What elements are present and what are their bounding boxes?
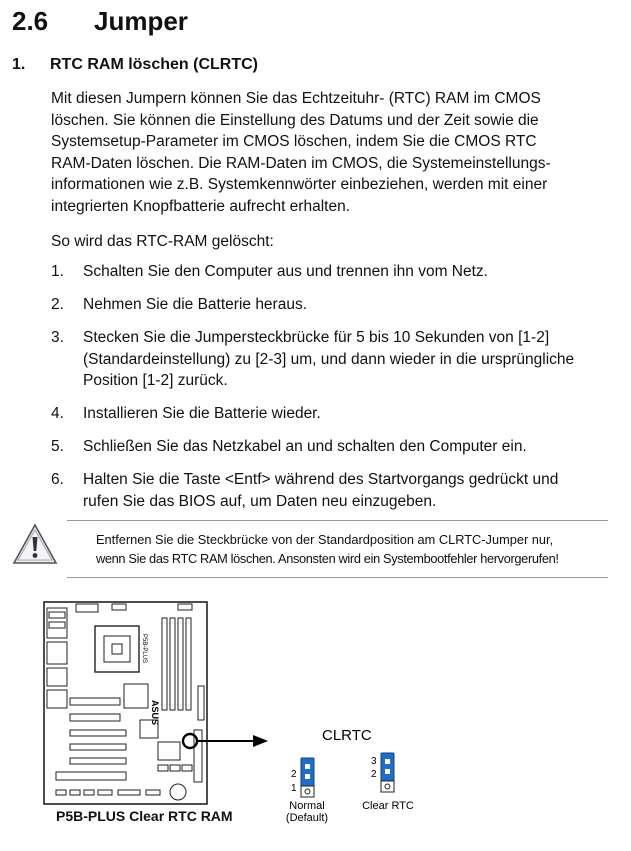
description-line: informationen wie z.B. Systemkennwörter einbeziehen, werden mit einer	[51, 176, 548, 193]
pin-label: 1	[291, 783, 297, 794]
jumper-normal	[286, 758, 328, 824]
note-line: Entfernen Sie die Steckbrücke von der Standardposition am CLRTC-Jumper nur,	[96, 532, 554, 547]
step-text: Nehmen Sie die Batterie heraus.	[83, 296, 308, 313]
step-text: (Standardeinstellung) zu [2-3] um, und dann wieder in die ursprüngliche	[83, 350, 575, 368]
description-line: Systemsetup-Parameter im CMOS löschen, indem Sie die CMOS RTC	[51, 133, 537, 150]
jumper-clear	[362, 753, 414, 812]
jumper-label: CLRTC	[322, 727, 372, 744]
diagram-caption: P5B-PLUS Clear RTC RAM	[56, 808, 233, 824]
normal-label: Normal	[289, 800, 325, 812]
step-text: Installieren Sie die Batterie wieder.	[83, 405, 321, 422]
subsection-heading	[12, 56, 258, 74]
board-model: P5B-PLUS	[141, 634, 147, 664]
step-number: 2.	[51, 296, 64, 313]
normal-sublabel: (Default)	[285, 812, 329, 824]
section-title: Jumper	[94, 6, 188, 36]
board-brand: ASUS	[150, 700, 160, 726]
description-line: integrierten Knopfbatterie aufrecht erhalten.	[51, 197, 350, 215]
pin-label: 2	[291, 769, 297, 780]
step-text: Stecken Sie die Jumpersteckbrücke für 5 bis 10 Sekunden von [1-2]	[83, 329, 550, 346]
description-paragraph	[51, 88, 591, 217]
subsection-number: 1.	[12, 56, 26, 73]
section-number: 2.6	[12, 6, 49, 36]
procedure-intro: So wird das RTC-RAM gelöscht:	[51, 233, 274, 250]
step-text: Schließen Sie das Netzkabel an und schalten den Computer ein.	[83, 438, 527, 455]
section-heading	[12, 6, 188, 37]
step-text: Position [1-2] zurück.	[83, 372, 228, 389]
step-number: 3.	[51, 329, 64, 346]
step-text: Schalten Sie den Computer aus und trennen ihn vom Netz.	[83, 263, 488, 280]
step-text: Halten Sie die Taste <Entf> während des Startvorgangs gedrückt und	[83, 471, 559, 488]
pin-label: 2	[371, 769, 377, 780]
motherboard-layout	[44, 602, 207, 804]
step-number: 1.	[51, 263, 64, 280]
clrtc-diagram	[0, 590, 631, 840]
note-line: wenn Sie das RTC RAM löschen. Ansonsten wird ein Systembootfehler hervorgerufen!	[96, 551, 559, 566]
step-number: 6.	[51, 471, 64, 488]
note-text	[96, 530, 559, 568]
warning-icon	[12, 522, 58, 566]
description-line: RAM-Daten löschen. Die RAM-Daten im CMOS, die Systemeinstellungs-	[51, 154, 551, 172]
step-number: 5.	[51, 438, 64, 455]
step-text: rufen Sie das BIOS auf, um Daten neu einzugeben.	[83, 492, 437, 510]
subsection-title: RTC RAM löschen (CLRTC)	[50, 56, 258, 73]
description-line: löschen. Sie können die Einstellung des Datums und der Zeit sowie die	[51, 111, 539, 129]
clear-label: Clear RTC	[362, 800, 414, 812]
step-number: 4.	[51, 405, 64, 422]
pin-label: 3	[371, 756, 377, 767]
description-line: Mit diesen Jumpern können Sie das Echtzeituhr- (RTC) RAM im CMOS	[51, 90, 541, 107]
